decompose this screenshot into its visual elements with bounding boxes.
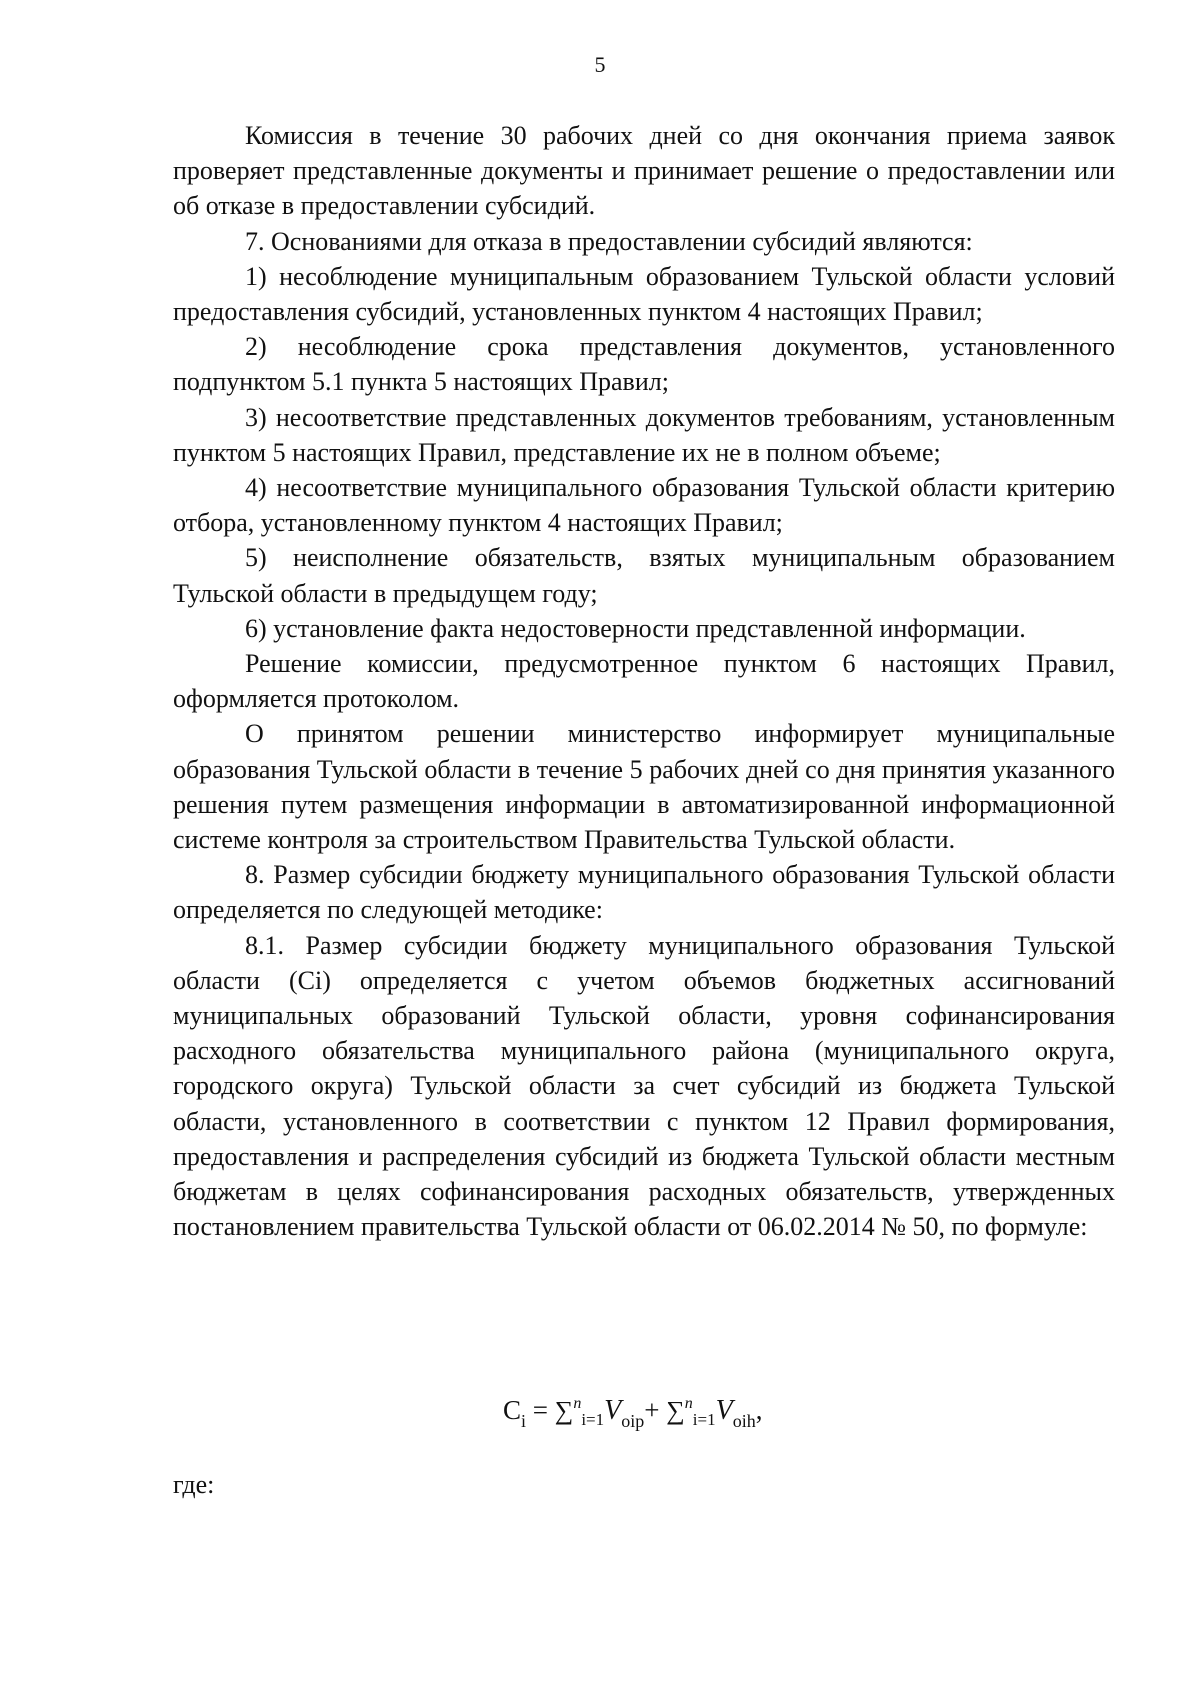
formula-term1-subscript: oip (621, 1411, 645, 1431)
paragraph-refusal-ground-6: 6) установление факта недостоверности представленной информации. (245, 613, 1026, 643)
paragraph-ministry-notification: О принятом решении министерство информирует муниципальные образования Тульской области в течение 5 рабочих дней со дня принятия указанного решения путем размещения информации в автоматизированной информационной системе контроля за строительством Правительства Тульской области. (173, 719, 1115, 855)
formula-lhs: C (503, 1395, 522, 1425)
paragraph-refusal-ground-4: 4) несоответствие муниципального образования Тульской области критерию отбора, установленному пунктом 4 настоящих Правил; (173, 473, 1115, 538)
formula-plus: + (644, 1395, 667, 1425)
sum-symbol-2: ∑ (666, 1396, 685, 1425)
paragraph-commission-review: Комиссия в течение 30 рабочих дней со дня окончания приема заявок проверяет представленные документы и принимает решение о предоставлении или об отказе в предоставлении субсидий. (173, 121, 1115, 221)
paragraph-refusal-ground-1: 1) несоблюдение муниципальным образованием Тульской области условий предоставления субсидий, установленных пунктом 4 настоящих Правил; (173, 261, 1115, 327)
paragraph-refusal-ground-2: 2) несоблюдение срока представления документов, установленного подпунктом 5.1 пункта 5 настоящих Правил; (173, 332, 1115, 397)
paragraph-subsidy-size-method: 8.1. Размер субсидии бюджету муниципального образования Тульской области (Ci) определяется с учетом объемов бюджетных ассигнований муниципальных образований Тульской области, уровня софинансирования расходного обязательства муниципального района (муниципального округа, городского округа) Тульской области за счет субсидий из бюджета Тульской области, установленного в соответствии с пунктом 12 Правил формирования, предоставления и распределения субсидий из бюджета Тульской области местным бюджетам в целях софинансирования расходных обязательств, утвержденных постановлением правительства Тульской области от 06.02.2014 № 50, по формуле: (173, 930, 1115, 1242)
where-label: где: (173, 1470, 215, 1499)
sum-symbol-1: ∑ (554, 1396, 574, 1425)
document-body (173, 118, 1115, 1245)
sum-lower-limit-2: i=1 (692, 1410, 716, 1429)
page-number: 5 (594, 52, 606, 77)
formula-lhs-subscript: i (521, 1411, 527, 1431)
formula-equals: = (526, 1395, 555, 1425)
formula-trailing-comma: , (755, 1395, 763, 1425)
formula-term2-variable: V (715, 1395, 733, 1426)
subsidy-formula (503, 1395, 762, 1432)
paragraph-refusal-ground-5: 5) неисполнение обязательств, взятых муниципальным образованием Тульской области в предыдущем году; (173, 543, 1115, 608)
paragraph-commission-decision: Решение комиссии, предусмотренное пунктом 6 настоящих Правил, оформляется протоколом. (173, 649, 1115, 714)
sum-upper-limit-2: n (684, 1395, 693, 1412)
formula-term2-subscript: oih (732, 1411, 756, 1431)
paragraph-refusal-grounds-heading: 7. Основаниями для отказа в предоставлении субсидий являются: (245, 226, 973, 256)
formula-term1-variable: V (604, 1395, 622, 1426)
sum-lower-limit-1: i=1 (581, 1410, 605, 1429)
paragraph-refusal-ground-3: 3) несоответствие представленных документов требованиям, установленным пунктом 5 настоящих Правил, представление их не в полном объеме; (173, 402, 1115, 467)
paragraph-subsidy-size-heading: 8. Размер субсидии бюджету муниципального образования Тульской области определяется по следующей методике: (173, 860, 1115, 925)
sum-upper-limit-1: n (573, 1395, 582, 1412)
